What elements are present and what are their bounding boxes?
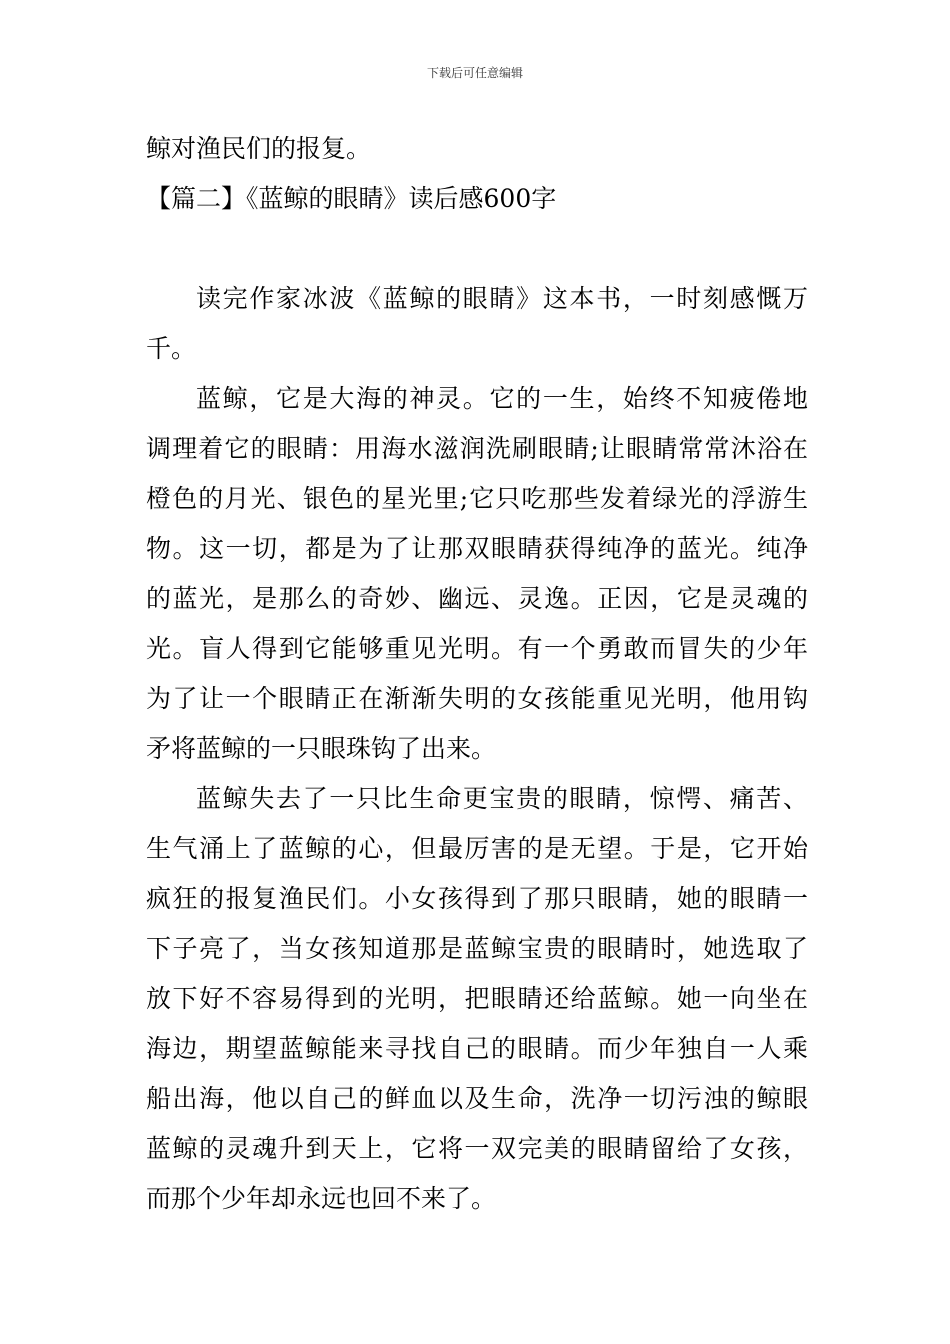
paragraph-line: 千。	[146, 334, 197, 363]
paragraph-line: 矛将蓝鲸的一只眼珠钩了出来。	[146, 734, 497, 763]
paragraph-line: 海边，期望蓝鲸能来寻找自己的眼睛。而少年独自一人乘	[146, 1034, 808, 1063]
paragraph-line: 蓝鲸，它是大海的神灵。它的一生，始终不知疲倦地	[196, 384, 808, 413]
page-header: 下载后可任意编辑	[426, 66, 523, 80]
paragraph-line: 调理着它的眼睛：用海水滋润洗刷眼睛;让眼睛常常沐浴在	[146, 434, 808, 463]
paragraph-line: 的蓝光，是那么的奇妙、幽远、灵逸。正因，它是灵魂的	[146, 584, 808, 613]
document-body	[146, 124, 808, 1224]
paragraph-line: 生气涌上了蓝鲸的心，但最厉害的是无望。于是，它开始	[146, 834, 808, 863]
text-line: 鲸对渔民们的报复。	[146, 134, 372, 163]
paragraph-line: 为了让一个眼睛正在渐渐失明的女孩能重见光明，他用钩	[146, 684, 808, 713]
paragraph-line: 蓝鲸的灵魂升到天上，它将一双完美的眼睛留给了女孩，	[146, 1134, 808, 1163]
paragraph-line: 物。这一切，都是为了让那双眼睛获得纯净的蓝光。纯净	[146, 534, 808, 563]
paragraph-line: 读完作家冰波《蓝鲸的眼睛》这本书，一时刻感慨万	[196, 284, 808, 313]
section-title: 【篇二】《蓝鲸的眼睛》读后感600字	[146, 184, 557, 213]
paragraph-line: 下子亮了，当女孩知道那是蓝鲸宝贵的眼睛时，她选取了	[146, 934, 808, 963]
paragraph-line: 放下好不容易得到的光明，把眼睛还给蓝鲸。她一向坐在	[146, 984, 808, 1013]
paragraph-line: 橙色的月光、银色的星光里;它只吃那些发着绿光的浮游生	[146, 484, 808, 513]
blank-line	[146, 224, 808, 274]
paragraph-line: 船出海，他以自己的鲜血以及生命，洗净一切污浊的鲸眼	[146, 1084, 808, 1113]
paragraph-line: 而那个少年却永远也回不来了。	[146, 1184, 497, 1213]
paragraph-line: 蓝鲸失去了一只比生命更宝贵的眼睛，惊愕、痛苦、	[196, 784, 808, 813]
paragraph-line: 光。盲人得到它能够重见光明。有一个勇敢而冒失的少年	[146, 634, 808, 663]
paragraph-line: 疯狂的报复渔民们。小女孩得到了那只眼睛，她的眼睛一	[146, 884, 808, 913]
